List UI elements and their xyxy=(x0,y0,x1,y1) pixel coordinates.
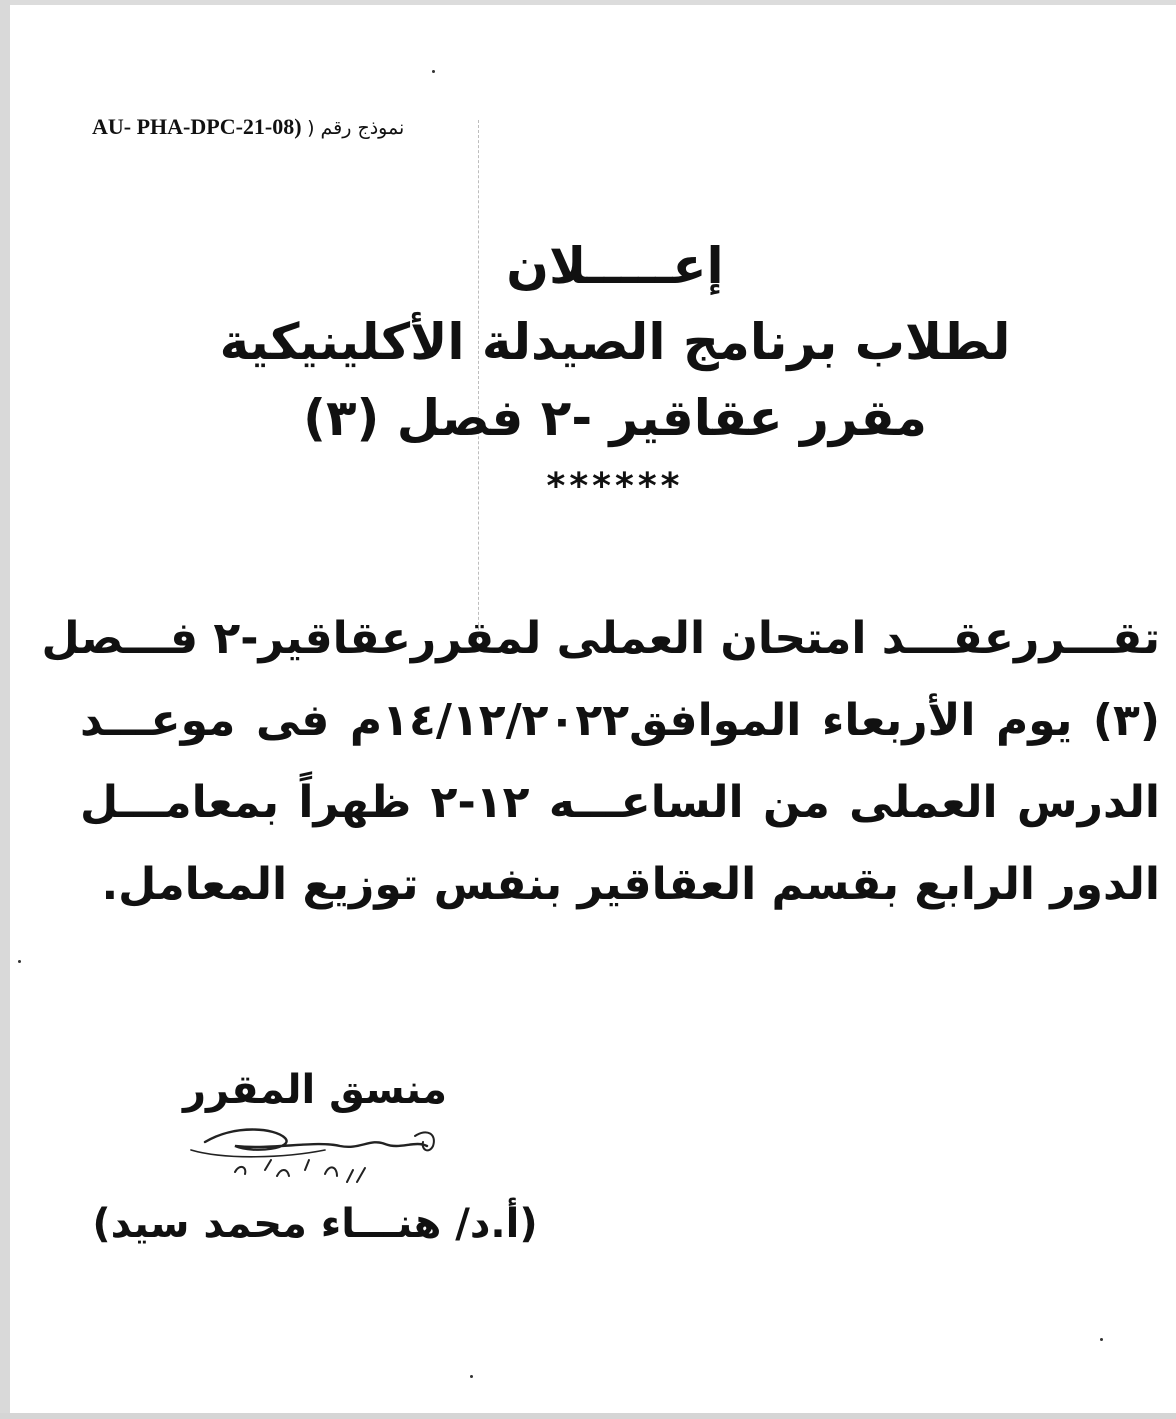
scan-edge-bottom xyxy=(0,1413,1176,1419)
body-line: (٣) يوم الأربعاء الموافق١٤/١٢/٢٠٢٢م فى موعـــد xyxy=(80,695,1160,746)
form-number-code: AU- PHA-DPC-21-08) xyxy=(92,114,302,139)
scan-edge-top xyxy=(0,0,1176,5)
signature-block xyxy=(90,1060,540,1252)
scan-speck xyxy=(470,1375,473,1378)
form-number xyxy=(92,114,472,140)
scan-speck xyxy=(432,70,435,73)
title-line: مقرر عقاقير -٢ فصل (٣) xyxy=(303,389,927,447)
scan-edge-left xyxy=(0,0,10,1419)
announcement-body xyxy=(41,598,1160,926)
stars-separator: ****** xyxy=(546,466,684,507)
scan-speck xyxy=(1100,1338,1103,1341)
body-line: الدرس العملى من الساعـــه ١٢-٢ ظهراً بمعامـــل xyxy=(80,777,1160,828)
body-line: تقـــررعقـــد امتحان العملى لمقررعقاقير-٢ فـــصل xyxy=(41,613,1160,664)
coordinator-name: (أ.د/ هنـــاء محمد سيد) xyxy=(92,1201,538,1247)
title-line: لطلاب برنامج الصيدلة الأكلينيكية xyxy=(219,313,1011,371)
title-line: إعـــــلان xyxy=(506,237,724,295)
announcement-title xyxy=(200,228,1030,456)
coordinator-title: منسق المقرر xyxy=(182,1067,448,1113)
form-number-label: نموذج رقم ( xyxy=(307,117,405,139)
body-line: الدور الرابع بقسم العقاقير بنفس توزيع المعامل. xyxy=(101,859,1160,910)
handwritten-signature xyxy=(165,1120,465,1196)
scan-speck xyxy=(18,960,21,963)
